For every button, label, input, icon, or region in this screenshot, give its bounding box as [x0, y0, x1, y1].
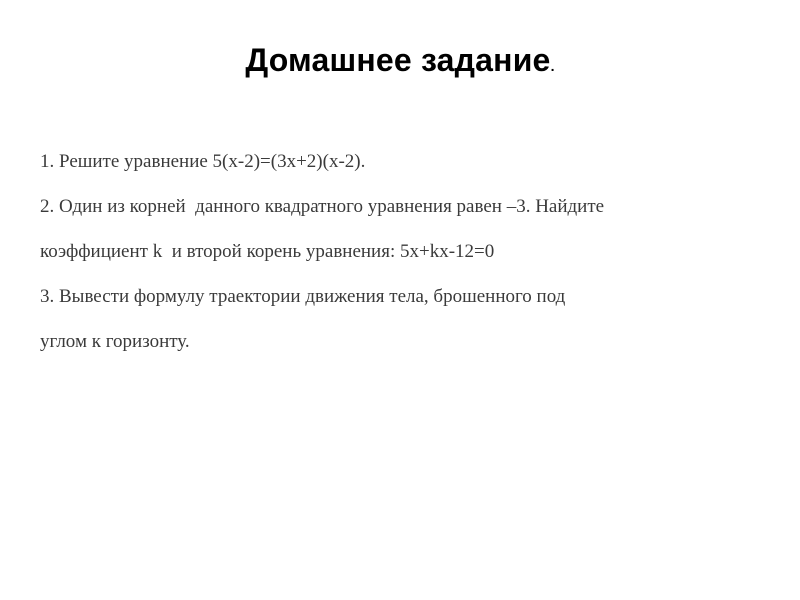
task-1-line: 1. Решите уравнение 5(х-2)=(3х+2)(х-2).	[40, 151, 366, 172]
task-3-line-1: 3. Вывести формулу траектории движения тела, брошенного под	[40, 286, 566, 307]
task-2-line-1: 2. Один из корней данного квадратного уравнения равен –3. Найдите	[40, 196, 605, 217]
title-dot: .	[550, 58, 555, 74]
task-list	[40, 139, 780, 364]
slide-title	[0, 42, 800, 79]
task-3-line-2: углом к горизонту.	[40, 331, 190, 352]
task-2-line-2: коэффициент k и второй корень уравнения: 5x+kx-12=0	[40, 241, 495, 262]
title-text: Домашнее задание	[245, 42, 551, 78]
